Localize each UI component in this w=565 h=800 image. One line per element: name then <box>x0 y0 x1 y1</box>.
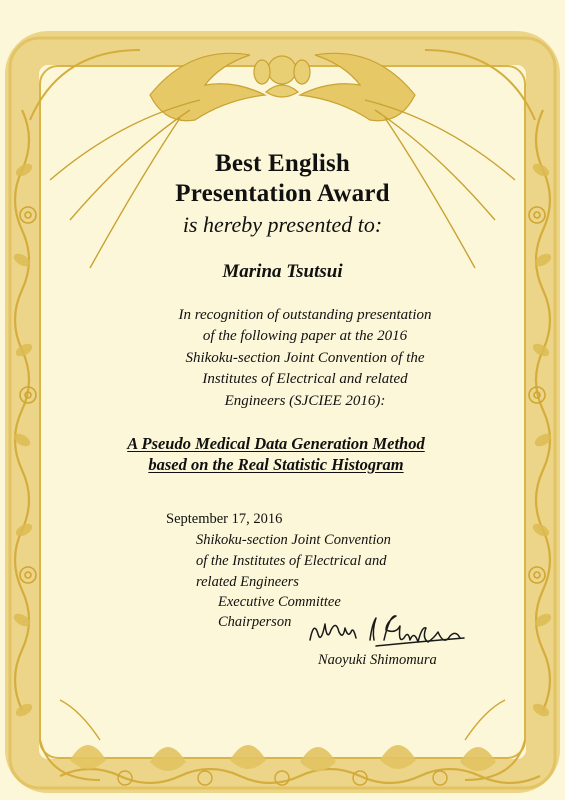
organization-line-1: Shikoku-section Joint Convention <box>196 532 391 548</box>
paper-title-line-2: based on the Real Statistic Histogram <box>148 455 404 474</box>
award-title-line-2: Presentation Award <box>175 180 390 207</box>
recognition-line-5: Engineers (SJCIEE 2016): <box>224 393 386 409</box>
award-date: September 17, 2016 <box>166 511 283 527</box>
paper-title-line-1: A Pseudo Medical Data Generation Method <box>127 434 425 453</box>
committee-text: Executive Committee <box>218 594 341 610</box>
signer-name: Naoyuki Shimomura <box>318 652 437 668</box>
presented-to-text: is hereby presented to: <box>182 212 383 237</box>
award-title-line-1: Best English <box>214 150 351 177</box>
organization-line-2: of the Institutes of Electrical and <box>196 553 387 569</box>
chairperson-role: Chairperson <box>218 614 292 630</box>
recognition-line-2: of the following paper at the 2016 <box>202 328 408 344</box>
recognition-line-1: In recognition of outstanding presentation <box>178 307 432 323</box>
recognition-line-3: Shikoku-section Joint Convention of the <box>185 350 425 366</box>
recognition-line-4: Institutes of Electrical and related <box>202 371 408 387</box>
organization-line-3: related Engineers <box>196 574 299 590</box>
recipient-name: Marina Tsutsui <box>222 261 343 282</box>
handwritten-signature <box>306 610 468 652</box>
